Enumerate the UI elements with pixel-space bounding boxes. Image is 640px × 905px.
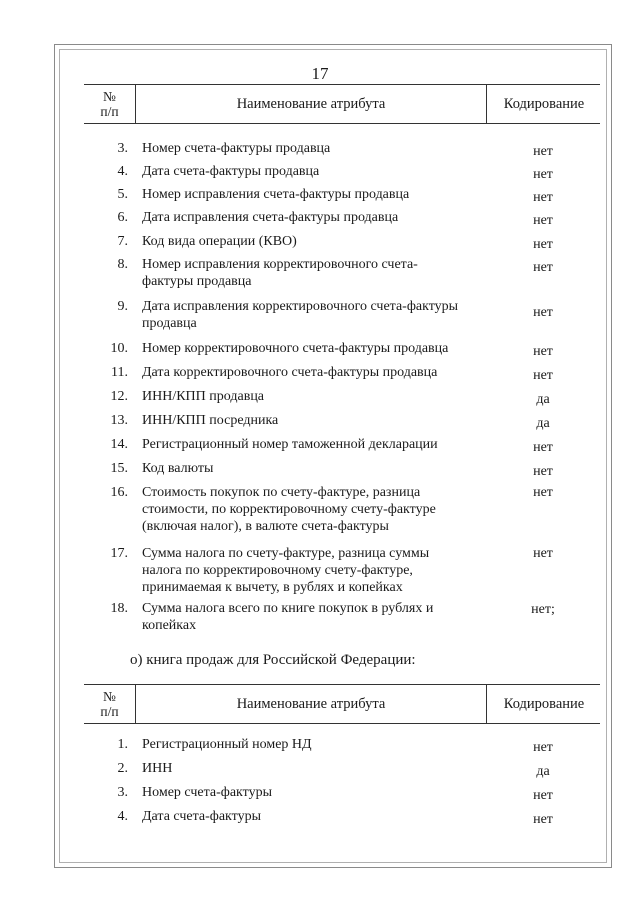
row-code: нет — [533, 144, 553, 159]
row-name: Стоимость покупок по счету-фактуре, разница стоимости, по корректировочному счету-фактуре (включая налог), в валюте счета-фактуры — [142, 485, 436, 534]
header-num-cell — [84, 685, 136, 723]
table-header — [84, 84, 600, 124]
sales-book-table — [84, 684, 600, 827]
row-code: нет — [533, 546, 553, 561]
row-name: Номер счета-фактуры — [142, 785, 273, 800]
header-num-abbr: п/п — [100, 104, 119, 119]
row-name: ИНН — [142, 761, 173, 776]
row-name: Сумма налога по счету-фактуре, разница суммы налога по корректировочному счету-фактуре, принимаемая к вычету, в рублях и копейках — [142, 546, 430, 595]
row-name: Регистрационный номер НД — [142, 737, 312, 752]
row-num: 5. — [117, 187, 128, 202]
section-title-sales-book: о) книга продаж для Российской Федерации: — [130, 652, 416, 668]
row-num: 8. — [117, 257, 128, 272]
row-code: нет — [533, 167, 553, 182]
row-name: Номер исправления корректировочного счета-фактуры продавца — [142, 257, 418, 289]
row-code: нет — [533, 213, 553, 228]
row-code: нет — [533, 485, 553, 500]
row-num: 15. — [110, 461, 128, 476]
header-num-symbol: № — [103, 89, 116, 104]
row-num: 4. — [117, 164, 128, 179]
row-name: Код валюты — [142, 461, 214, 476]
row-num: 7. — [117, 234, 128, 249]
page-number: 17 — [311, 64, 329, 83]
row-code: нет — [533, 237, 553, 252]
row-name: Номер корректировочного счета-фактуры продавца — [142, 341, 449, 356]
row-code: нет — [533, 368, 553, 383]
row-num: 12. — [110, 389, 128, 404]
row-code: нет — [533, 260, 553, 275]
row-code: нет — [533, 344, 553, 359]
header-num-symbol: № — [103, 689, 116, 704]
row-num: 14. — [110, 437, 128, 452]
row-name: Код вида операции (КВО) — [142, 234, 297, 249]
row-num: 11. — [111, 365, 128, 380]
row-code: нет — [533, 190, 553, 205]
row-num: 18. — [110, 601, 128, 616]
row-num: 3. — [117, 141, 128, 156]
row-name: Регистрационный номер таможенной декларации — [142, 437, 438, 452]
header-name-cell: Наименование атрибута — [236, 95, 386, 112]
header-num-abbr: п/п — [100, 704, 119, 719]
row-name: Дата счета-фактуры продавца — [142, 164, 320, 179]
row-name: Номер исправления счета-фактуры продавца — [142, 187, 410, 202]
row-name: Дата счета-фактуры — [142, 809, 261, 824]
row-num: 2. — [117, 761, 128, 776]
row-name: Дата исправления счета-фактуры продавца — [142, 210, 399, 225]
row-code: нет — [533, 464, 553, 479]
row-name: Дата исправления корректировочного счета-фактуры продавца — [142, 299, 459, 331]
header-num-cell — [84, 85, 136, 123]
header-name-cell: Наименование атрибута — [236, 695, 386, 712]
row-name: ИНН/КПП посредника — [142, 413, 279, 428]
row-num: 3. — [117, 785, 128, 800]
header-code-cell: Кодирование — [486, 685, 601, 723]
row-code: нет — [533, 440, 553, 455]
row-num: 1. — [117, 737, 128, 752]
row-num: 4. — [117, 809, 128, 824]
row-code: да — [536, 392, 550, 407]
row-num: 17. — [110, 546, 128, 561]
row-name: Дата корректировочного счета-фактуры продавца — [142, 365, 438, 380]
row-num: 13. — [110, 413, 128, 428]
row-num: 16. — [110, 485, 128, 500]
row-code: нет — [533, 740, 553, 755]
row-num: 9. — [117, 299, 128, 314]
row-code: да — [536, 416, 550, 431]
header-code-cell: Кодирование — [486, 85, 601, 123]
row-code: нет — [533, 812, 553, 827]
row-code: нет; — [531, 602, 555, 617]
row-name: Сумма налога всего по книге покупок в рублях и копейках — [142, 601, 434, 633]
row-name: ИНН/КПП продавца — [142, 389, 265, 404]
purchase-book-table — [84, 84, 600, 633]
row-code: нет — [533, 788, 553, 803]
row-num: 10. — [110, 341, 128, 356]
row-code: нет — [533, 305, 553, 320]
row-num: 6. — [117, 210, 128, 225]
table-header — [84, 684, 600, 724]
row-code: да — [536, 764, 550, 779]
row-name: Номер счета-фактуры продавца — [142, 141, 331, 156]
